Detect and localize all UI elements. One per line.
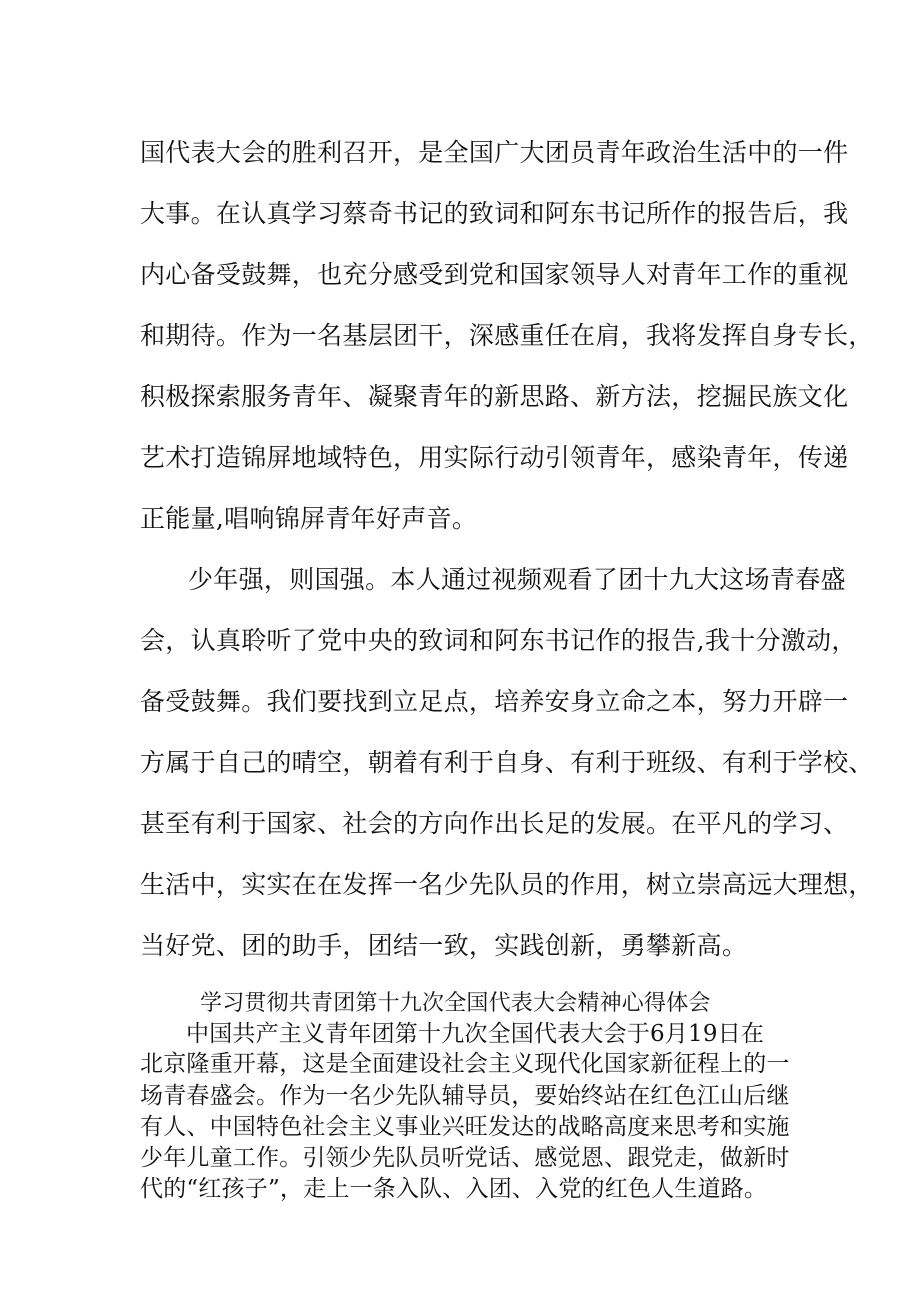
paragraph-line: 会，认真聆听了党中央的致词和阿东书记作的报告,我十分激动， <box>140 626 857 655</box>
paragraph-line: 有人、中国特色社会主义事业兴旺发达的战略高度来思考和实施 <box>140 1114 790 1140</box>
paragraph-line: 和期待。作为一名基层团干，深感重任在肩，我将发挥自身专长， <box>140 321 874 350</box>
paragraph-line: 积极探索服务青年、凝聚青年的新思路、新方法，挖掘民族文化 <box>140 382 849 411</box>
paragraph-line: 当好党、团的助手，团结一致，实践创新，勇攀新高。 <box>140 931 748 960</box>
paragraph-line: 备受鼓舞。我们要找到立足点，培养安身立命之本，努力开辟一 <box>140 687 849 716</box>
paragraph-line: 代的“红孩子”，走上一条入队、入团、入党的红色人生道路。 <box>140 1176 768 1202</box>
paragraph-line: 艺术打造锦屏地域特色，用实际行动引领青年，感染青年，传递 <box>140 443 849 472</box>
paragraph-line: 甚至有利于国家、社会的方向作出长足的发展。在平凡的学习、 <box>140 809 849 838</box>
paragraph-line: 生活中，实实在在发挥一名少先队员的作用，树立崇高远大理想， <box>140 870 874 899</box>
paragraph-line: 少年强，则国强。本人通过视频观看了团十九大这场青春盛 <box>188 565 846 594</box>
paragraph-line: 国代表大会的胜利召开，是全国广大团员青年政治生活中的一件 <box>140 138 849 167</box>
paragraph-line: 正能量,唱响锦屏青年好声音。 <box>140 504 478 533</box>
paragraph-line: 北京隆重开幕，这是全面建设社会主义现代化国家新征程上的一 <box>140 1051 790 1077</box>
paragraph-line: 内心备受鼓舞，也充分感受到党和国家领导人对青年工作的重视 <box>140 260 849 289</box>
paragraph-line: 少年儿童工作。引领少先队员听党话、感觉恩、跟党走，做新时 <box>140 1145 790 1171</box>
essay-title: 学习贯彻共青团第十九次全国代表大会精神心得体会 <box>200 991 711 1016</box>
paragraph-line: 场青春盛会。作为一名少先队辅导员，要始终站在红色江山后继 <box>140 1083 790 1109</box>
paragraph-line: 方属于自己的晴空，朝着有利于自身、有利于班级、有利于学校、 <box>140 748 874 777</box>
paragraph-line: 中国共产主义青年团第十九次全国代表大会于6月19日在 <box>186 1021 765 1047</box>
paragraph-line: 大事。在认真学习蔡奇书记的致词和阿东书记所作的报告后，我 <box>140 199 849 228</box>
